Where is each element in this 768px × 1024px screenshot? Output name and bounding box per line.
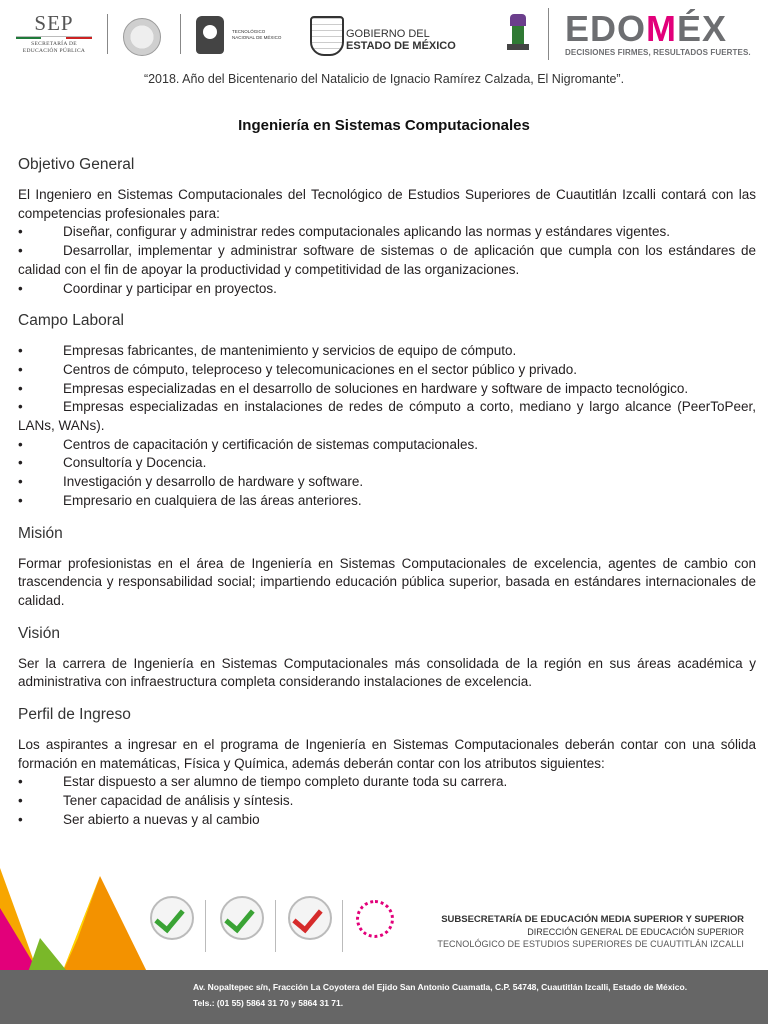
bullet: • [18,361,23,377]
edomex-logo [565,10,760,57]
year-motto: “2018. Año del Bicentenario del Natalicio de Ignacio Ramírez Calzada, El Nigromante”. [143,72,625,86]
list-item [18,280,756,299]
list-item [18,398,756,435]
list-item [18,242,756,279]
list-item [18,454,756,473]
list-item [18,473,756,492]
cert-divider [275,900,276,952]
section-mision [18,524,756,611]
page-footer [0,868,768,1024]
bullet: • [18,343,23,359]
section-perfil-ingreso [18,705,756,830]
list-item-text: Empresas especializadas en instalaciones de redes de cómputo a corto, mediano y largo alcance (PeerToPeer, LANs, WANs). [18,399,756,434]
cert-divider [342,900,343,952]
coat-of-arms-icon [310,16,344,56]
section-heading: Objetivo General [18,156,135,173]
bullet: • [18,399,23,415]
section-heading: Campo Laboral [18,312,124,330]
section-text: Formar profesionistas en el área de Ingeniería en Sistemas Computacionales de excelencia, agentes de cambio con trascendencia y responsabilidad social; impartiendo educación pública superior, basada en estándares internacionales de calidad. [18,555,756,608]
certification-badge-icon [220,896,264,940]
list-item [18,380,756,399]
section-vision [18,624,756,692]
sep-logo-subtitle-1: SECRETARÍA DE [31,41,77,47]
bullet: • [18,224,23,240]
list-item-text: Coordinar y participar en proyectos. [63,280,277,296]
tecnm-line-2: NACIONAL DE MÉXICO [232,34,282,40]
bullet: • [18,774,23,790]
edomex-wordmark [565,10,760,48]
bullet: • [18,811,23,827]
list-item [18,792,756,811]
header-divider [107,14,108,54]
state-emblem-icon [507,14,529,50]
section-objetivo [18,155,756,298]
list-item [18,342,756,361]
page-header [0,0,768,66]
bullet: • [18,243,23,259]
list-item-text: Ser abierto a nuevas y al cambio [63,811,260,827]
sep-logo-subtitle-2: EDUCACIÓN PÚBLICA [22,48,86,54]
bullet: • [18,455,23,471]
list-item-text: Empresas fabricantes, de mantenimiento y servicios de equipo de cómputo. [63,343,517,359]
list-item [18,811,756,830]
footer-phones: Tels.: (01 55) 5864 31 70 y 5864 31 71. [193,998,344,1008]
sep-logo [10,12,98,55]
subsecretaria-block [437,914,744,949]
section-heading: Perfil de Ingreso [18,706,131,724]
list-item-text: Desarrollar, implementar y administrar software de sistemas o de aplicación que cumpla con los estándares de calidad con el fin de apoyar la productividad y competitividad de las organizaciones. [18,243,756,277]
edomex-prefix: EDO [565,8,647,49]
subsecretaria-line-2: DIRECCIÓN GENERAL DE EDUCACIÓN SUPERIOR [527,927,744,937]
edomex-accent: M [646,8,678,49]
sep-logo-rule [16,36,92,39]
gobierno-line-1: GOBIERNO DEL [346,28,430,40]
section-text: Ser la carrera de Ingeniería en Sistemas Computacionales más consolidada de la región en sus áreas académica y administrativa con infraestructura completa considerando instalaciones de excelencia. [18,655,756,690]
bullet: • [18,793,23,809]
list-item-text: Empresario en cualquiera de las áreas anteriores. [63,492,362,508]
sep-logo-title: SEP [34,11,74,35]
triangle-amber [60,876,150,978]
gear-icon [196,16,224,54]
footer-address: Av. Nopaltepec s/n, Fracción La Coyotera del Ejido San Antonio Cuamatla, C.P. 54748, Cuautitlán Izcalli, Estado de México. [193,982,688,992]
list-item-text: Estar dispuesto a ser alumno de tiempo completo durante toda su carrera. [63,774,508,790]
certification-badge-icon [150,896,194,940]
edomex-suffix: ÉX [677,8,728,49]
tecnm-logo-text [232,29,292,40]
list-item-text: Centros de capacitación y certificación de sistemas computacionales. [63,436,478,452]
gobierno-line-2: ESTADO DE MÉXICO [346,40,456,52]
list-item-text: Centros de cómputo, teleproceso y telecomunicaciones en el sector público y privado. [63,361,578,377]
list-item-text: Diseñar, configurar y administrar redes computacionales aplicando las normas y estándares vigentes. [63,224,671,240]
document-body [18,155,756,843]
subsecretaria-line-3: TECNOLÓGICO DE ESTUDIOS SUPERIORES DE CUAUTITLÁN IZCALLI [437,939,744,949]
cert-divider [205,900,206,952]
header-divider [548,8,549,60]
bullet: • [18,280,23,296]
list-item [18,773,756,792]
list-item [18,361,756,380]
section-intro: El Ingeniero en Sistemas Computacionales del Tecnológico de Estudios Superiores de Cuautitlán Izcalli contará con las competencias profesionales para: [18,187,756,221]
national-seal-icon [123,18,161,56]
list-item-text: Consultoría y Docencia. [63,455,207,471]
page-title: Ingeniería en Sistemas Computacionales [238,117,530,134]
section-heading: Misión [18,524,63,542]
bullet: • [18,474,23,490]
bullet: • [18,380,23,396]
header-divider [180,14,181,54]
subsecretaria-line-1: SUBSECRETARÍA DE EDUCACIÓN MEDIA SUPERIOR Y SUPERIOR [441,914,744,925]
objetivo-list [18,223,756,298]
edomex-slogan: DECISIONES FIRMES, RESULTADOS FUERTES. [565,48,751,57]
perfil-list [18,773,756,829]
campo-list [18,342,756,510]
certification-badge-icon [288,896,332,940]
list-item [18,436,756,455]
section-campo-laboral [18,311,756,510]
list-item [18,492,756,511]
list-item-text: Investigación y desarrollo de hardware y software. [63,474,364,490]
bullet: • [18,492,23,508]
footer-bar [0,970,768,1024]
list-item-text: Empresas especializadas en el desarrollo de soluciones en hardware y software de impacto tecnológico. [63,380,689,396]
bullet: • [18,436,23,452]
dotted-ring-logo-icon [356,900,394,938]
tecnm-line-1: TECNOLÓGICO [232,29,266,34]
list-item-text: Tener capacidad de análisis y síntesis. [63,793,294,809]
list-item [18,223,756,242]
section-intro: Los aspirantes a ingresar en el programa de Ingeniería en Sistemas Computacionales deberán contar con una sólida formación en matemáticas, Física y Química, además deberán contar con los atributos siguientes: [18,737,756,771]
section-heading: Visión [18,624,60,642]
